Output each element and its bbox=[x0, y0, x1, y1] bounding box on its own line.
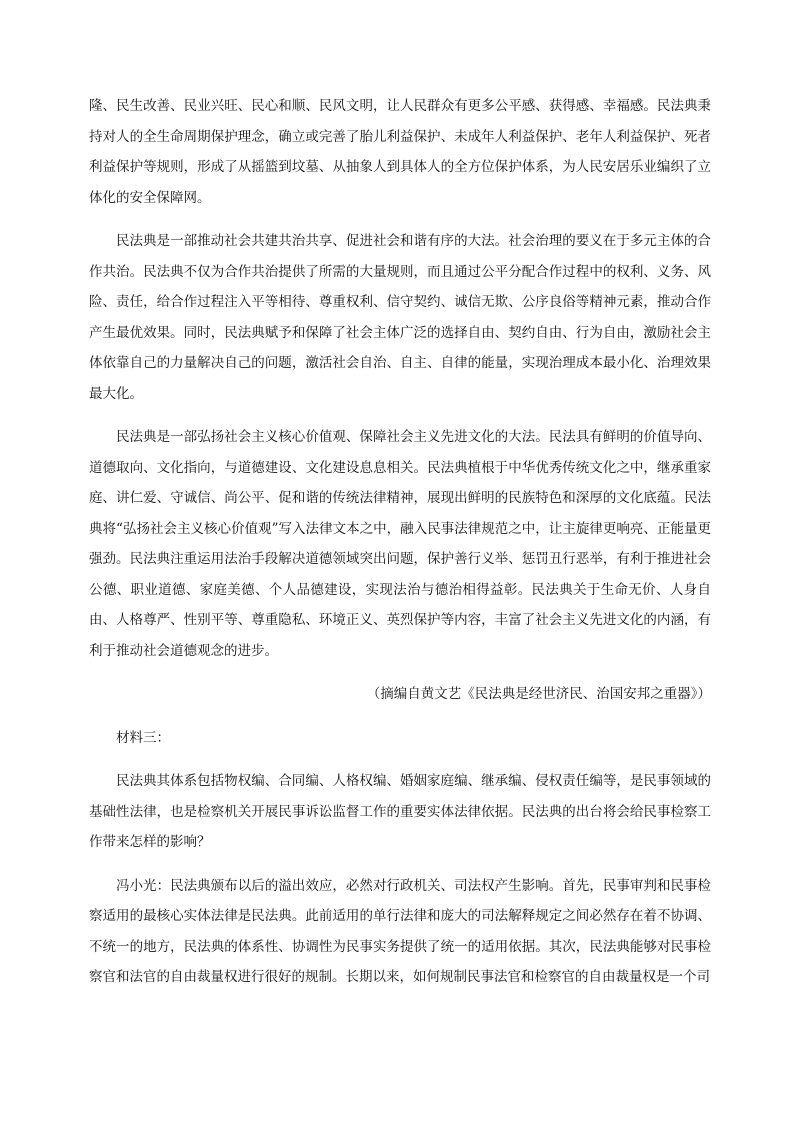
source-citation: （摘编自黄文艺《民法典是经世济民、治国安邦之重器》） bbox=[366, 686, 711, 702]
section-heading: 材料三： bbox=[116, 729, 170, 746]
body-paragraph-3: 民法典是一部弘扬社会主义核心价值观、保障社会主义先进文化的大法。民法具有鲜明的价值导向、道德取向、文化指向，与道德建设、文化建设息息相关。民法典植根于中华优秀传统文化之中，继承重家庭、讲仁爱、守诚信、尚公平、促和谐的传统法律精神，展现出鲜明的民族特色和深厚的文化底蕴。民法典将“弘扬社会主义核心价值观”写入法律文本之中，融入民事法律规范之中，让主旋律更响亮、正能量更强劲。民法典注重运用法治手段解决道德领域突出问题，保护善行义举、惩罚丑行恶举，有利于推进社会公德、职业道德、家庭美德、个人品德建设，实现法治与德治相得益彰。民法典关于生命无价、人身自由、人格尊严、性别平等、尊重隐私、环境正义、英烈保护等内容，丰富了社会主义先进文化的内涵，有利于推动社会道德观念的进步。 bbox=[89, 429, 711, 659]
body-paragraph-2: 民法典是一部推动社会共建共治共享、促进社会和谐有序的大法。社会治理的要义在于多元主体的合作共治。民法典不仅为合作共治提供了所需的大量规则，而且通过公平分配合作过程中的权利、义务、风险、责任，给合作过程注入平等相待、尊重权利、信守契约、诚信无欺、公序良俗等精神元素，推动合作产生最优效果。同时，民法典赋予和保障了社会主体广泛的选择自由、契约自由、行为自由，激励社会主体依靠自己的力量解决自己的问题，激活社会自治、自主、自律的能量，实现治理成本最小化、治理效果最大化。 bbox=[89, 233, 711, 402]
body-paragraph-5: 冯小光：民法典颁布以后的溢出效应，必然对行政机关、司法权产生影响。首先，民事审判和民事检察适用的最核心实体法律是民法典。此前适用的单行法律和庞大的司法解释规定之间必然存在着不协调、不统一的地方，民法典的体系性、协调性为民事实务提供了统一的适用依据。其次，民法典能够对民事检察官和法官的自由裁量权进行很好的规制。长期以来，如何规制民事法官和检察官的自由裁量权是一个司 bbox=[89, 877, 711, 985]
body-paragraph-1: 隆、民生改善、民业兴旺、民心和顺、民风文明，让人民群众有更多公平感、获得感、幸福感。民法典秉持对人的全生命周期保护理念，确立或完善了胎儿利益保护、未成年人利益保护、老年人利益保护、死者利益保护等规则，形成了从摇篮到坟墓、从抽象人到具体人的全方位保护体系，为人民安居乐业编织了立体化的安全保障网。 bbox=[89, 98, 711, 206]
body-paragraph-4: 民法典其体系包括物权编、合同编、人格权编、婚姻家庭编、继承编、侵权责任编等，是民事领域的基础性法律，也是检察机关开展民事诉讼监督工作的重要实体法律依据。民法典的出台将会给民事检察工作带来怎样的影响？ bbox=[89, 773, 711, 850]
